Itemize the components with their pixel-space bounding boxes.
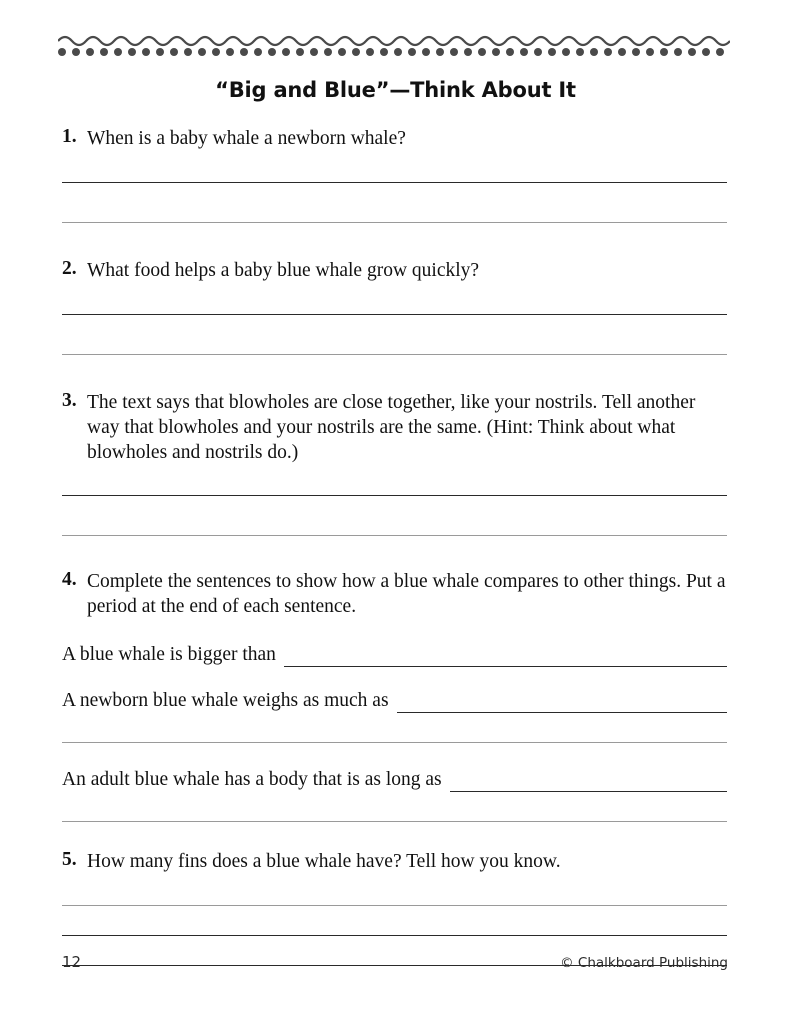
answer-line[interactable]: [62, 935, 727, 936]
answer-line[interactable]: [62, 821, 727, 822]
fill-in-sentence-2: [62, 689, 727, 713]
question-text-4: Complete the sentences to show how a blue whale compares to other things. Put a period at the end of each sentence.: [87, 571, 726, 617]
question-number-5: 5.: [62, 849, 77, 870]
question-item-4: [62, 569, 728, 619]
answer-line[interactable]: [62, 182, 727, 183]
copyright-notice: © Chalkboard Publishing: [560, 955, 728, 971]
question-number-3: 3.: [62, 390, 77, 411]
worksheet-body: [62, 126, 728, 966]
fill-in-sentence-3: [62, 768, 727, 792]
question-number-2: 2.: [62, 258, 77, 279]
question-text-1: When is a baby whale a newborn whale?: [87, 128, 406, 149]
page-number: 12: [62, 953, 82, 971]
answer-line[interactable]: [62, 354, 727, 355]
fill-in-blank[interactable]: [450, 777, 727, 792]
question-text-5: How many fins does a blue whale have? Tell how you know.: [87, 851, 561, 872]
fill-in-sentence-1: [62, 643, 727, 667]
question-item-2: [62, 258, 728, 283]
answer-lines-2: [62, 314, 728, 355]
fill-in-blank[interactable]: [284, 652, 727, 667]
answer-line[interactable]: [62, 535, 727, 536]
fill-in-blank[interactable]: [397, 698, 727, 713]
answer-line[interactable]: [62, 905, 727, 906]
fill-in-label: A blue whale is bigger than: [62, 644, 276, 665]
answer-line[interactable]: [62, 314, 727, 315]
answer-lines-1: [62, 182, 728, 223]
wavy-dotted-border-icon: [58, 33, 730, 61]
question-text-3: The text says that blowholes are close together, like your nostrils. Tell another way that blowholes and your nostrils are the same. (Hint: Think about what blowholes and nostrils do.): [87, 392, 696, 463]
question-number-1: 1.: [62, 126, 77, 147]
answer-lines-3: [62, 495, 728, 536]
fill-in-label: An adult blue whale has a body that is as long as: [62, 769, 442, 790]
question-item-5: [62, 849, 728, 874]
question-number-4: 4.: [62, 569, 77, 590]
question-text-2: What food helps a baby blue whale grow quickly?: [87, 260, 480, 281]
fill-in-label: A newborn blue whale weighs as much as: [62, 690, 389, 711]
answer-line[interactable]: [62, 495, 727, 496]
answer-line[interactable]: [62, 222, 727, 223]
question-item-3: [62, 390, 728, 465]
page-title: “Big and Blue”—Think About It: [215, 78, 576, 102]
question-item-1: [62, 126, 728, 151]
page-footer: [62, 953, 728, 971]
answer-line[interactable]: [62, 742, 727, 743]
